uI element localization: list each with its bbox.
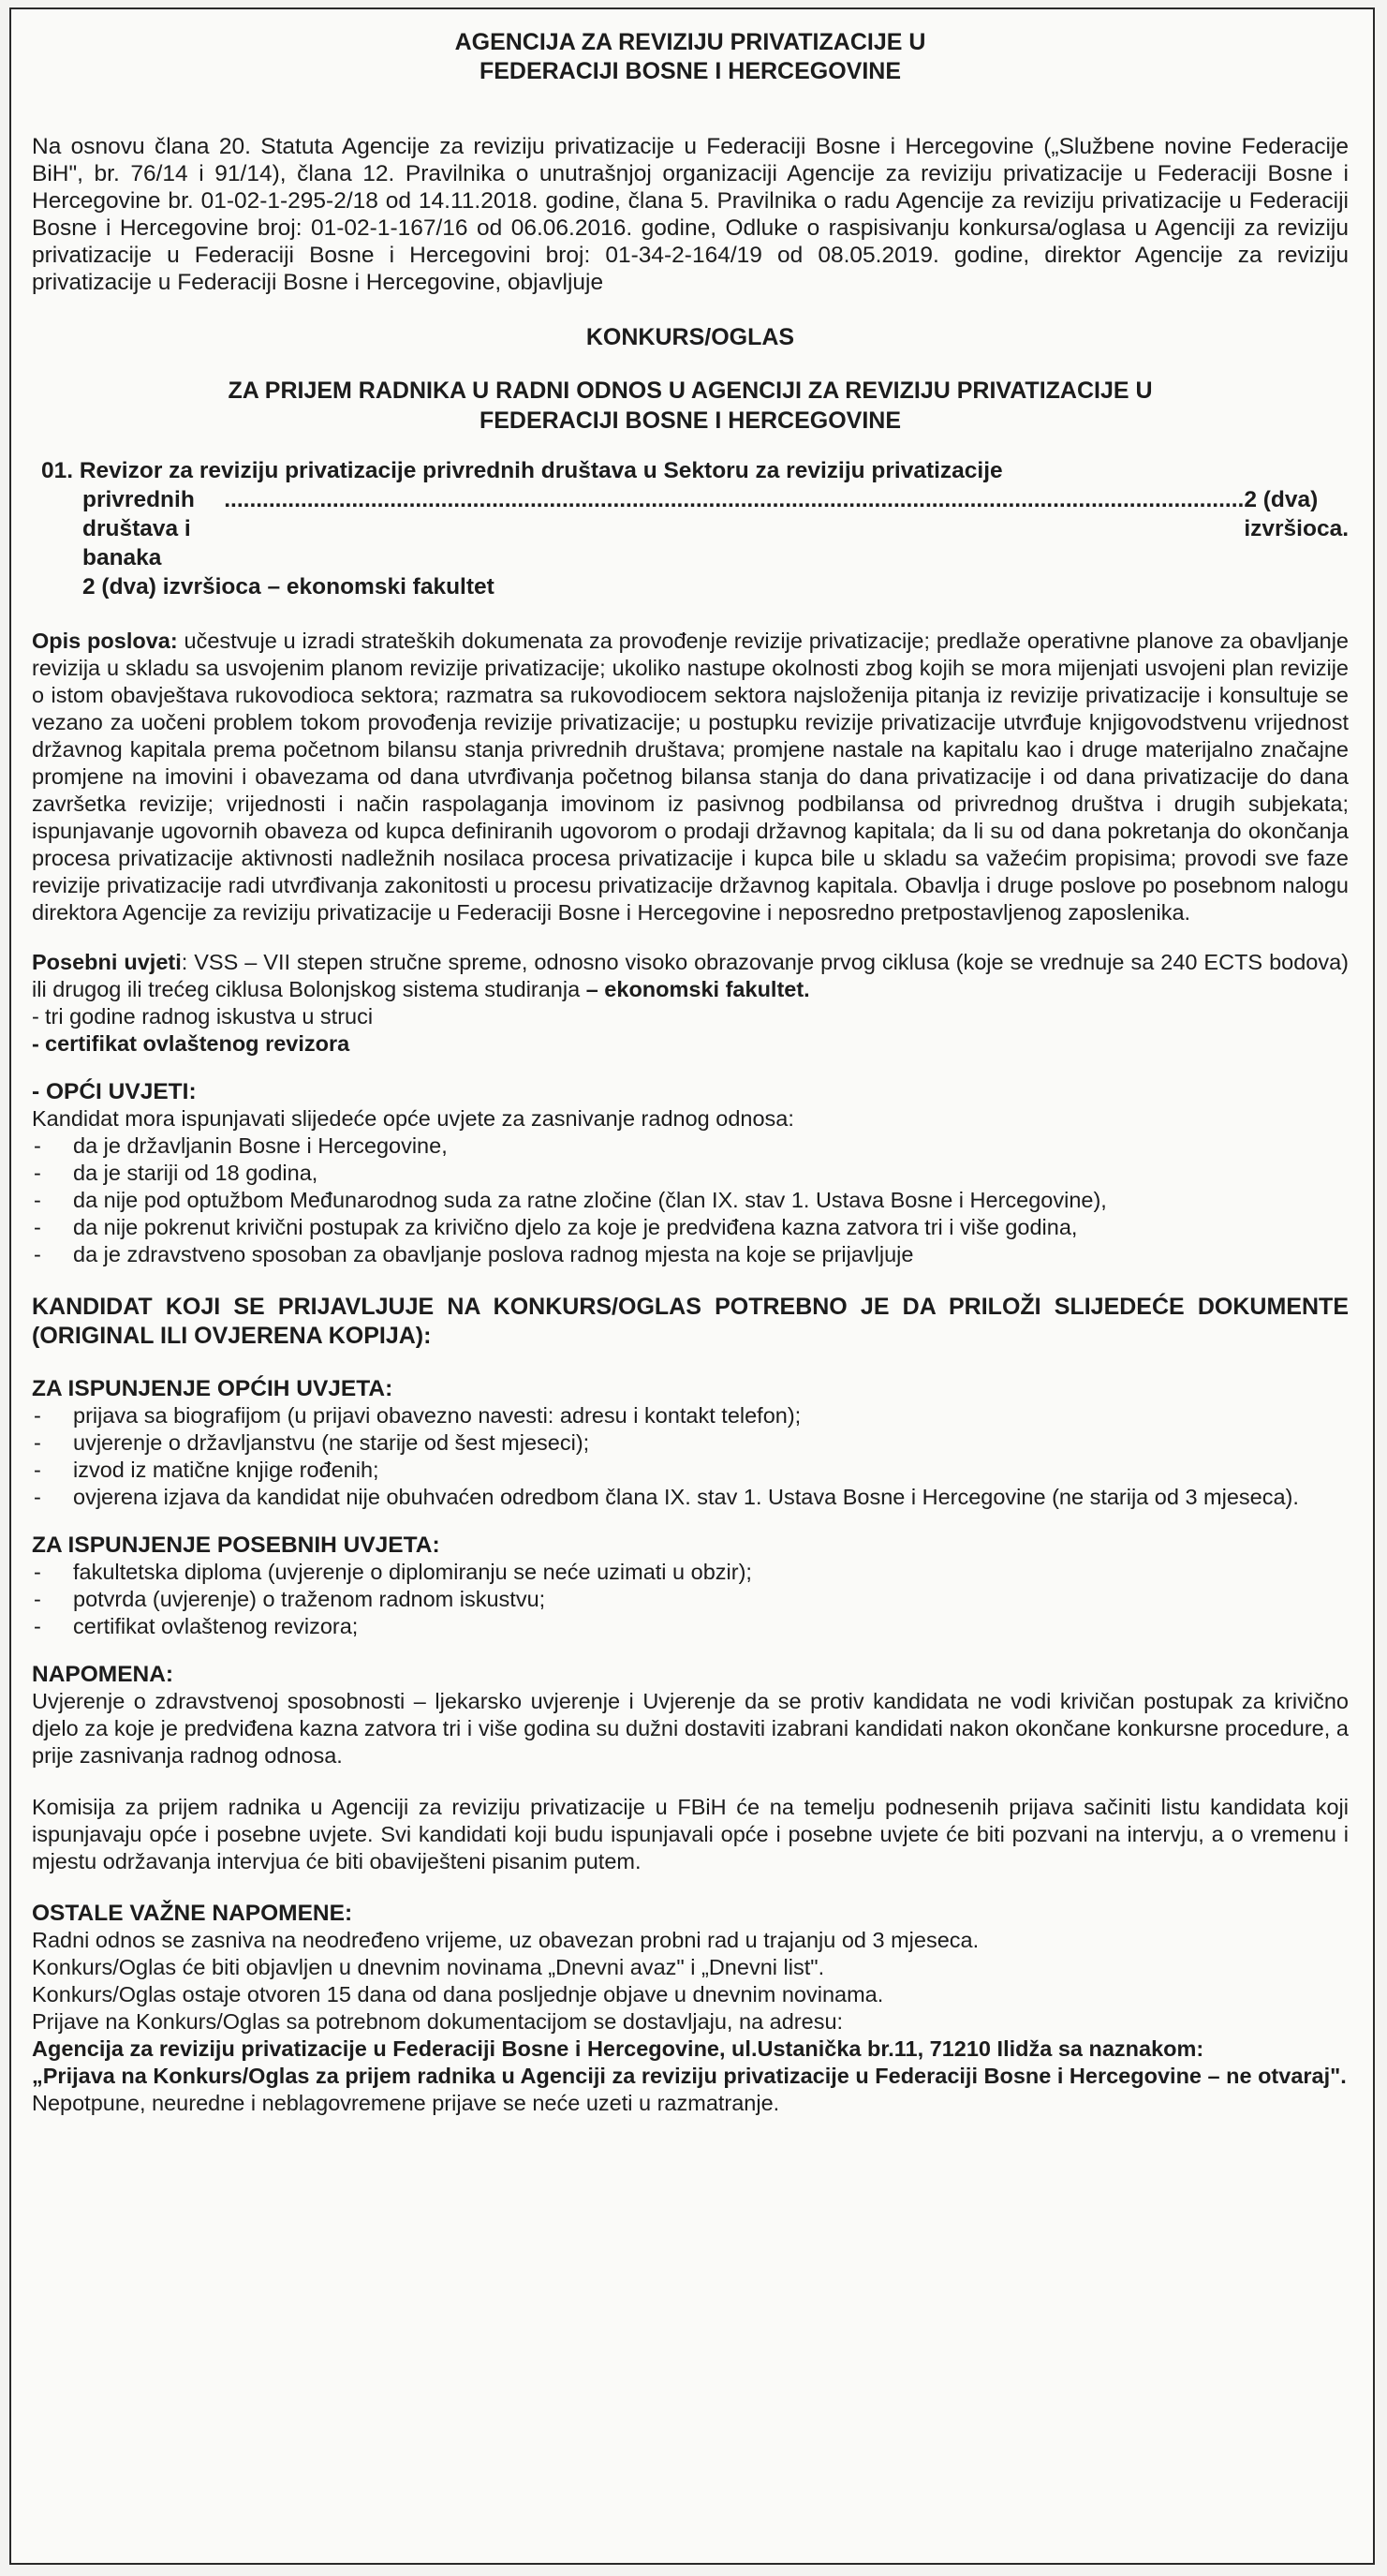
position-line1: 01. Revizor za reviziju privatizacije privrednih društava u Sektoru za reviziju privatizacije bbox=[41, 458, 1003, 483]
za-posebne-uvjete bbox=[32, 1532, 1349, 1640]
ostale-line4: Prijave na Konkurs/Oglas sa potrebnom dokumentacijom se dostavljaju, na adresu: bbox=[32, 2009, 844, 2034]
napomena-para1: Uvjerenje o zdravstvenoj sposobnosti – ljekarsko uvjerenje i Uvjerenje da se protiv kandidata ne vodi krivičan postupak za krivično djelo za koje je predviđena kazna zatvora tri i više godina su dužni dostaviti izabrani kandidati nakon okončane konkursne procedure, a prije zasnivanja radnog odnosa. bbox=[32, 1689, 1349, 1768]
opis-label: Opis poslova: bbox=[32, 629, 178, 653]
list-item: - potvrda (uvjerenje) o traženom radnom iskustvu; bbox=[32, 1586, 1349, 1613]
list-item: - certifikat ovlaštenog revizora; bbox=[32, 1613, 1349, 1640]
ostale-section bbox=[32, 1900, 1349, 2117]
intro-paragraph: Na osnovu člana 20. Statuta Agencije za reviziju privatizacije u Federaciji Bosne i Hercegovine („Službene novine Federacije BiH", br. 76/14 i 91/14), člana 12. Pravilnika o unutrašnjoj organizaciji Agencije za reviziju privatizacije u Federaciji Bosne i Hercegovine br. 01-02-1-295-2/18 od 14.11.2018. godine, člana 5. Pravilnika o radu Agencije za reviziju privatizacije u Federaciji Bosne i Hercegovine broj: 01-02-1-167/16 od 06.06.2016. godine, Odluke o raspisivanju konkursa/oglasa u Agenciji za reviziju privatizacije u Federaciji Bosne i Hercegovini broj: 01-34-2-164/19 od 08.05.2019. godine, direktor Agencije za reviziju privatizacije u Federaciji Bosne i Hercegovine, objavljuje bbox=[32, 134, 1349, 295]
ostale-final: Nepotpune, neuredne i neblagovremene prijave se neće uzeti u razmatranje. bbox=[32, 2091, 780, 2115]
list-item: - tri godine radnog iskustva u struci bbox=[32, 1003, 1349, 1030]
list-item: - da nije pokrenut krivični postupak za krivično djelo za koje je predviđena kazna zatvora tri i više godina, bbox=[32, 1214, 1349, 1241]
list-item: - uvjerenje o državljanstvu (ne starije od šest mjeseci); bbox=[32, 1429, 1349, 1457]
opis-poslova bbox=[32, 628, 1349, 926]
za-posebne-list bbox=[32, 1559, 1349, 1640]
posebni-text-end: . bbox=[804, 977, 810, 1001]
posebni-uvjeti bbox=[32, 949, 1349, 1058]
ostale-heading: OSTALE VAŽNE NAPOMENE: bbox=[32, 1901, 353, 1926]
document-page bbox=[9, 7, 1375, 2565]
posebni-label: Posebni uvjeti bbox=[32, 950, 182, 974]
opci-lead: Kandidat mora ispunjavati slijedeće opće uvjete za zasnivanje radnog odnosa: bbox=[32, 1106, 794, 1131]
list-item: - da nije pod optužbom Međunarodnog suda za ratne zločine (član IX. stav 1. Ustava Bosne i Hercegovine), bbox=[32, 1187, 1349, 1214]
list-item: - da je državljanin Bosne i Hercegovine, bbox=[32, 1133, 1349, 1160]
agency-title-line1: AGENCIJA ZA REVIZIJU PRIVATIZACIJE U bbox=[454, 29, 926, 55]
position-heading bbox=[41, 456, 1349, 601]
konkurs-subtitle bbox=[32, 376, 1349, 436]
position-line2-start: privrednih društava i banaka bbox=[82, 487, 195, 570]
list-item: - da je zdravstveno sposoban za obavljanje poslova radnog mjesta na koje se prijavljuje bbox=[32, 1241, 1349, 1268]
list-item: - fakultetska diploma (uvjerenje o diplomiranju se neće uzimati u obzir); bbox=[32, 1559, 1349, 1586]
posebni-list bbox=[32, 1003, 1349, 1058]
posebni-text-bold: – ekonomski fakultet bbox=[585, 977, 804, 1001]
agency-title bbox=[32, 28, 1349, 86]
za-posebne-heading: ZA ISPUNJENJE POSEBNIH UVJETA: bbox=[32, 1532, 440, 1558]
list-item: - ovjerena izjava da kandidat nije obuhvaćen odredbom člana IX. stav 1. Ustava Bosne i Hercegovine (ne starija od 3 mjeseca). bbox=[32, 1484, 1349, 1511]
opci-heading: - OPĆI UVJETI: bbox=[32, 1079, 197, 1104]
konkurs-title: KONKURS/OGLAS bbox=[585, 324, 795, 350]
list-item: - izvod iz matične knjige rođenih; bbox=[32, 1457, 1349, 1484]
agency-title-line2: FEDERACIJI BOSNE I HERCEGOVINE bbox=[479, 58, 902, 84]
opci-list bbox=[32, 1133, 1349, 1268]
list-item: - prijava sa biografijom (u prijavi obavezno navesti: adresu i kontakt telefon); bbox=[32, 1402, 1349, 1429]
posebni-text-wrap bbox=[32, 949, 1349, 1003]
position-line3: 2 (dva) izvršioca – ekonomski fakultet bbox=[82, 574, 494, 600]
napomena-section bbox=[32, 1661, 1349, 1875]
submission-address: Agencija za reviziju privatizacije u Federaciji Bosne i Hercegovine, ul.Ustanička br.11, 71210 Ilidža sa naznakom: bbox=[32, 2036, 1204, 2061]
list-item: - certifikat ovlaštenog revizora bbox=[32, 1030, 1349, 1058]
posebni-text: : VSS – VII stepen stručne spreme, odnosno visoko obrazovanje prvog ciklusa (koje se vrednuje sa 240 ECTS bodova) ili drugog ili trećeg ciklusa Bolonjskog sistema studiranja bbox=[32, 950, 1349, 1001]
napomena-heading: NAPOMENA: bbox=[32, 1662, 174, 1687]
opci-uvjeti bbox=[32, 1078, 1349, 1268]
position-line2 bbox=[41, 485, 1349, 572]
subtitle-line2: FEDERACIJI BOSNE I HERCEGOVINE bbox=[479, 407, 902, 434]
position-leader-dots: ................................................................................................................................................................ bbox=[224, 487, 1245, 512]
napomena-para2: Komisija za prijem radnika u Agenciji za reviziju privatizacije u FBiH će na temelju podnesenih prijava sačiniti listu kandidata koji ispunjavaju opće i posebne uvjete. Svi kandidati koji budu ispunjavali opće i posebne uvjete će biti pozvani na intervju, a o vremenu i mjestu održavanja intervjua će biti obaviješteni pisanim putem. bbox=[32, 1795, 1349, 1873]
list-item: - da je stariji od 18 godina, bbox=[32, 1160, 1349, 1187]
ostale-line2: Konkurs/Oglas će biti objavljen u dnevnim novinama „Dnevni avaz" i „Dnevni list". bbox=[32, 1955, 825, 1979]
za-opce-heading: ZA ISPUNJENJE OPĆIH UVJETA: bbox=[32, 1376, 393, 1401]
documents-heading: KANDIDAT KOJI SE PRIJAVLJUJE NA KONKURS/OGLAS POTREBNO JE DA PRILOŽI SLIJEDEĆE DOKUMENTE (ORIGINAL ILI OVJERENA KOPIJA): bbox=[32, 1294, 1349, 1349]
envelope-note: „Prijava na Konkurs/Oglas za prijem radnika u Agenciji za reviziju privatizacije u Federaciji Bosne i Hercegovine – ne otvaraj". bbox=[32, 2064, 1347, 2088]
subtitle-line1: ZA PRIJEM RADNIKA U RADNI ODNOS U AGENCIJI ZA REVIZIJU PRIVATIZACIJE U bbox=[228, 378, 1153, 404]
opis-text: učestvuje u izradi strateških dokumenata za provođenje revizije privatizacije; predlaže operativne planove za obavljanje revizija u skladu sa usvojenim planom revizije privatizacije; ukoliko nastupe okolnosti zbog kojih se mora mijenjati usvojeni plan revizije o istom obavještava rukovodioca sektora; razmatra sa rukovodiocem sektora najsloženija pitanja iz revizije privatizacije i konsultuje se vezano za uočeni problem tokom provođenja revizije privatizacije; u postupku revizije privatizacije utvrđuje knjigovodstvenu vrijednost državnog kapitala prema početnom bilansu stanja privrednih društava; promjene nastale na kapitalu kao i druge materijalno značajne promjene na imovini i obavezama od dana utvrđivanja početnog bilansa stanja do dana privatizacije i od dana privatizacije do dana završetka revizije; vrijednosti i način raspolaganja imovinom iz pasivnog podbilansa od privrednog društva i drugih subjekata; ispunjavanje ugovornih obaveza od kupca definiranih ugovorom o prodaji državnog kapitala; da li su od dana pokretanja do okončanja procesa privatizacije aktivnosti nadležnih nosilaca procesa privatizacije i kupca bile u skladu sa važećim propisima; provodi sve faze revizije privatizacije radi utvrđivanja zakonitosti u procesu privatizacije državnog kapitala. Obavlja i druge poslove po posebnom nalogu direktora Agencije za reviziju privatizacije u Federaciji Bosne i Hercegovine i neposredno pretpostavljenog zaposlenika. bbox=[32, 629, 1349, 925]
za-opce-uvjete bbox=[32, 1375, 1349, 1511]
position-line2-end: 2 (dva) izvršioca. bbox=[1244, 487, 1350, 541]
za-opce-list bbox=[32, 1402, 1349, 1511]
ostale-line3: Konkurs/Oglas ostaje otvoren 15 dana od dana posljednje objave u dnevnim novinama. bbox=[32, 1982, 884, 2006]
ostale-line1: Radni odnos se zasniva na neodređeno vrijeme, uz obavezan probni rad u trajanju od 3 mjeseca. bbox=[32, 1928, 980, 1952]
